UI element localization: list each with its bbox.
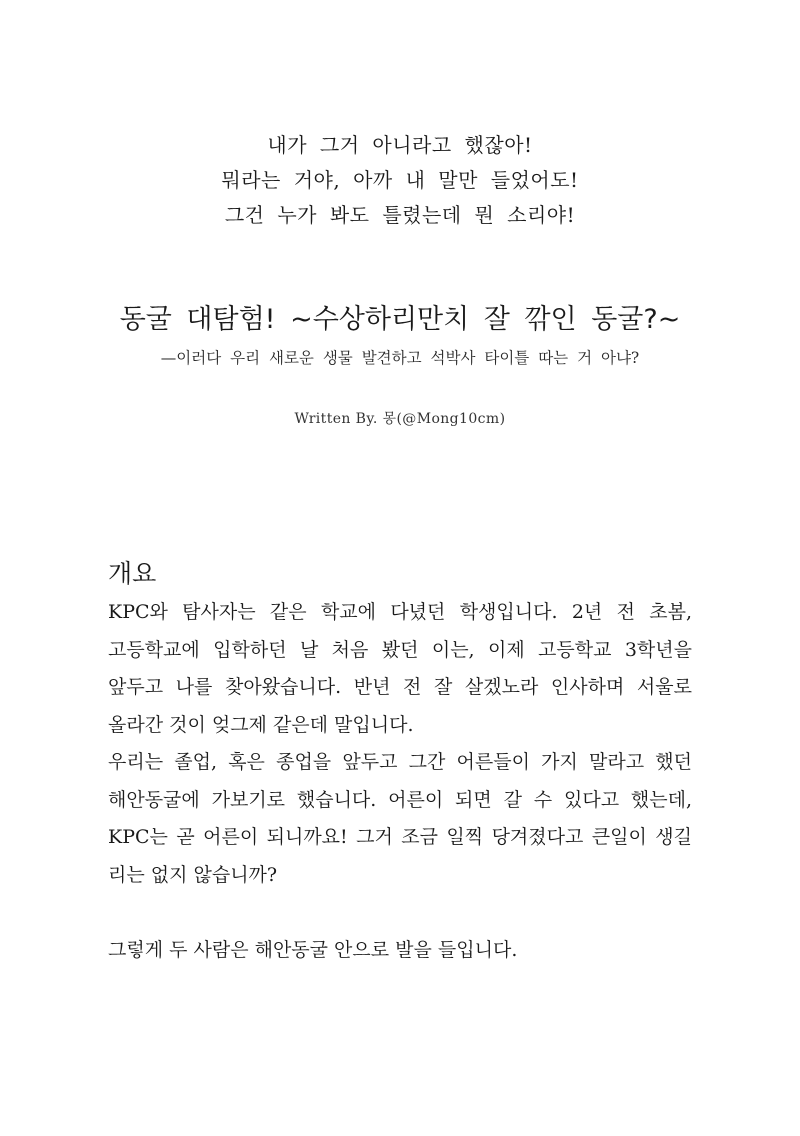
section-body [108,594,692,969]
document-subtitle: —이러다 우리 새로운 생물 발견하고 석박사 타이틀 따는 거 아냐? [160,349,640,367]
body-paragraph: 우리는 졸업, 혹은 종업을 앞두고 그간 어른들이 가지 말라고 했던 해안동굴에 가보기로 했습니다. 어른이 되면 갈 수 있다고 했는데, KPC는 곧 어른이 되니까요! 그거 조금 일찍 당겨졌다고 큰일이 생길 리는 없지 않습니까? [108,751,692,886]
body-paragraph: KPC와 탐사자는 같은 학교에 다녔던 학생입니다. 2년 전 초봄, 고등학교에 입학하던 날 처음 봤던 이는, 이제 고등학교 3학년을 앞두고 나를 찾아왔습니다. 반년 전 잘 살겠노라 인사하며 서울로 올라간 것이 엊그제 같은데 말입니다. [108,601,692,736]
body-paragraph: 그렇게 두 사람은 해안동굴 안으로 발을 들입니다. [108,938,518,961]
opening-quote [0,128,800,233]
section-heading: 개요 [108,559,157,588]
quote-line: 뭐라는 거야, 아까 내 말만 들었어도! [221,168,579,192]
quote-line: 그건 누가 봐도 틀렸는데 뭔 소리야! [224,203,576,227]
author-byline: Written By. 몽(@Mong10cm) [294,411,506,427]
document-title: 동굴 대탐험! ~수상하리만치 잘 깎인 동굴?~ [119,304,681,335]
quote-line: 내가 그거 아니라고 했잖아! [267,133,533,157]
paragraph-spacer [108,894,692,932]
